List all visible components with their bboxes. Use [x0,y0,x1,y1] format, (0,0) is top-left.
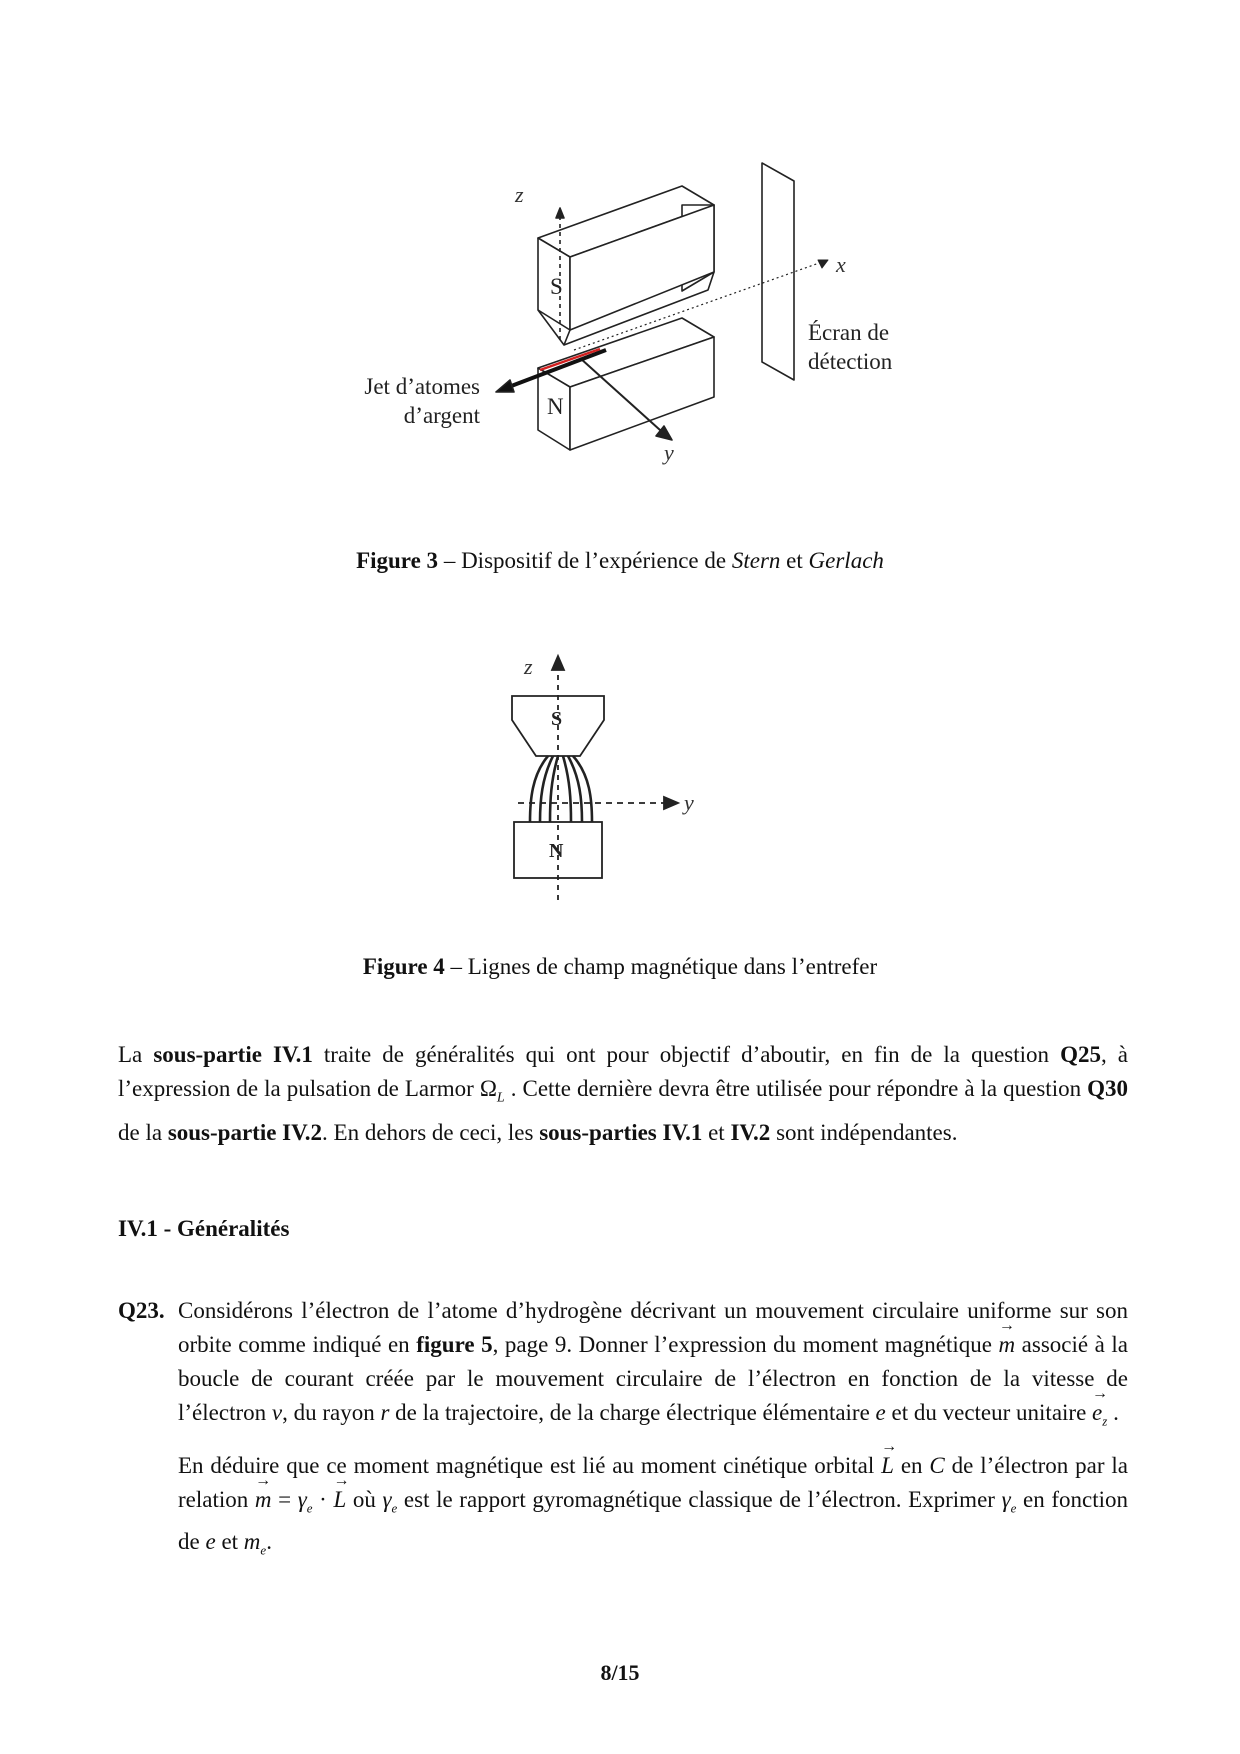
vector-ez: → $e_z$ [1092,1396,1107,1439]
fig3-pole-s: S [550,274,563,299]
detection-screen [762,163,794,380]
fig4-axis-y: y [684,790,694,815]
page-number: 8/15 [600,1660,640,1685]
larmor-symbol: $\Omega_L$ [479,1076,505,1106]
intro-paragraph: La sous-partie IV.1 traite de généralités qui ont pour objectif d’aboutir, en fin de la question Q25, à l’expression de la pulsation de Larmor $\Omega_L$ . Cette dernière devra être utilisée pour répondre à la question Q30 de la sous-partie IV.2. En dehors de ceci, les sous-parties IV.1 et IV.2 sont indépendantes. [118,1042,1128,1145]
fig3-axis-x: x [836,252,846,277]
vector-L: → L [881,1449,894,1483]
q23-paragraph-2: En déduire que ce moment magnétique est lié au moment cinétique orbital → L en C de l’électron par la relation → $m = \gamma_e$ · → L où $\gamma_e$ est le rapport gyromagnétique classique de l’électron. Exprimer $\gamma_e$ en fonction de e et $m_e$. [178,1449,1128,1568]
field-lines [530,756,592,822]
relation-m-gamma-L: → $m = \gamma_e$ · → L [255,1487,346,1512]
figure-3-caption: Figure 3 – Dispositif de l’expérience de Stern et Gerlach [356,548,884,573]
figure-3-diagram [0,0,1240,520]
fig3-pole-n: N [547,394,564,419]
fig3-axis-z: z [515,182,524,207]
fig3-screen-label: Écran de détection [808,320,893,374]
fig3-beam-label: Jet d’atomes d’argent [364,374,480,428]
figure-4-diagram [0,640,1240,910]
fig3-axis-y: y [664,440,674,465]
vector-m: → m [999,1328,1016,1362]
figure-4-caption: Figure 4 – Lignes de champ magnétique dans l’entrefer [362,954,878,979]
fig4-pole-s: S [551,708,563,730]
question-q23 [118,1294,1128,1568]
fig4-pole-n: N [549,840,564,862]
question-number: Q23. [118,1298,165,1323]
section-heading: IV.1 - Généralités [118,1216,290,1241]
fig4-axis-z: z [524,654,533,679]
q23-paragraph-1: Considérons l’électron de l’atome d’hydrogène décrivant un mouvement circulaire uniforme sur son orbite comme indiqué en figure 5, page 9. Donner l’expression du moment magnétique → m associé à la boucle de courant créée par le mouvement circulaire de l’électron en fonction de la vitesse de l’électron v, du rayon r de la trajectoire, de la charge électrique élémentaire e et du vecteur unitaire → $e_z$ . [178,1294,1128,1439]
